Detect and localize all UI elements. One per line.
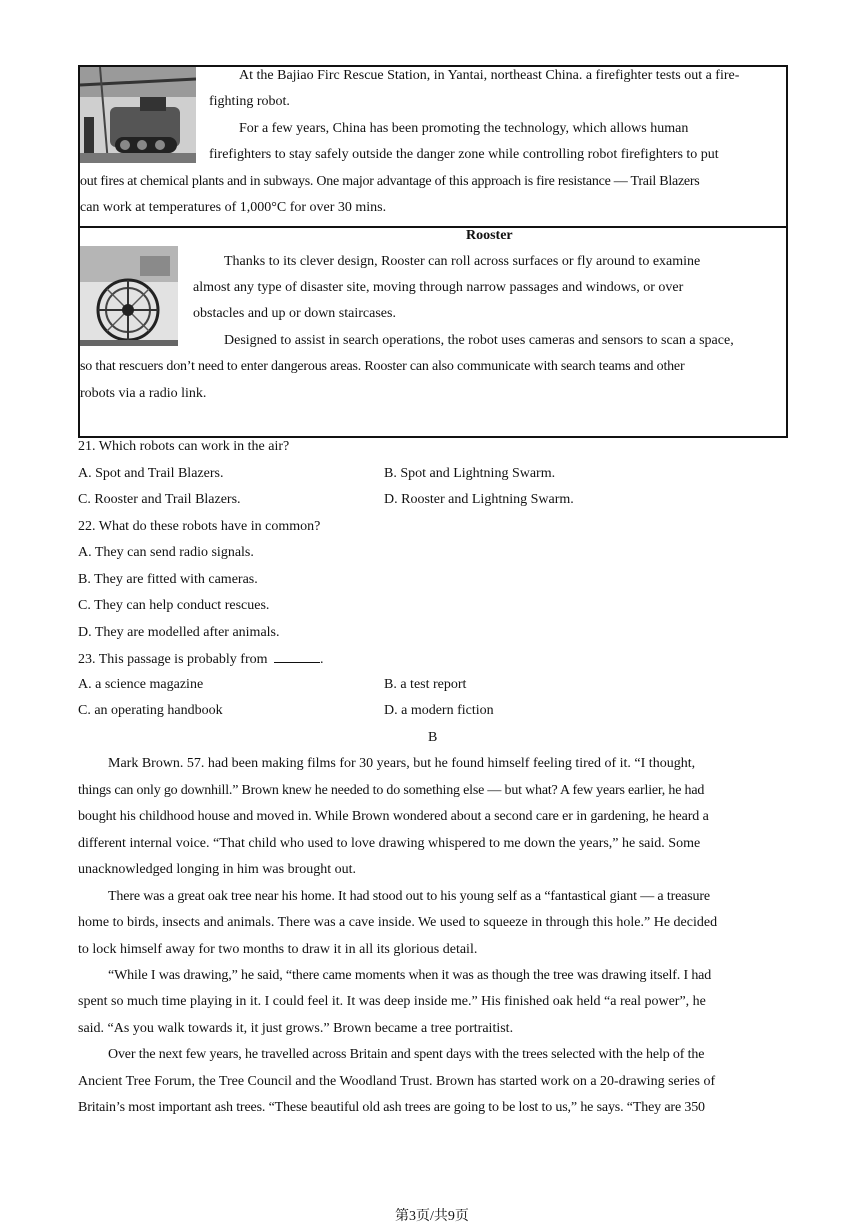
passage-b-line-12: Over the next few years, he travelled across Britain and spent days with the trees selected with the help of the <box>108 1047 705 1062</box>
passage-b-line-5: unacknowledged longing in him was brought out. <box>78 862 357 877</box>
box1-line-3: For a few years, China has been promoting the technology, which allows human <box>239 121 689 136</box>
box2-line-3: obstacles and up or down staircases. <box>193 306 396 321</box>
section-b-heading: B <box>428 730 438 745</box>
q21-option-a: A. Spot and Trail Blazers. <box>78 466 224 481</box>
passage-b-line-4: different internal voice. “That child who used to love drawing whispered to me down the years,” he said. Some <box>78 836 701 851</box>
box1-line-6: can work at temperatures of 1,000°C for over 30 mins. <box>80 200 387 215</box>
passage-b-line-2: things can only go downhill.” Brown knew he needed to do something else — but what? A few years earlier, he had <box>78 783 705 798</box>
answer-blank <box>274 650 320 663</box>
passage-b-line-6: There was a great oak tree near his home. It had stood out to his young self as a “fantastical giant — a treasure <box>108 889 710 904</box>
passage-b-line-13: Ancient Tree Forum, the Tree Council and the Woodland Trust. Brown has started work on a 20-drawing series of <box>78 1074 716 1089</box>
q21-option-c: C. Rooster and Trail Blazers. <box>78 492 241 507</box>
box1-line-2: fighting robot. <box>209 94 290 109</box>
box2-line-4: Designed to assist in search operations, the robot uses cameras and sensors to scan a space, <box>224 333 734 348</box>
box2-line-1: Thanks to its clever design, Rooster can roll across surfaces or fly around to examine <box>224 254 701 269</box>
q23-option-d: D. a modern fiction <box>384 703 494 718</box>
q23-option-b: B. a test report <box>384 677 467 692</box>
q21-option-b: B. Spot and Lightning Swarm. <box>384 466 556 481</box>
box2-line-6: robots via a radio link. <box>80 386 207 401</box>
box2-line-5: so that rescuers don’t need to enter dangerous areas. Rooster can also communicate with search teams and other <box>80 359 685 374</box>
passage-b-line-3: bought his childhood house and moved in. While Brown wondered about a second care er in gardening, he heard a <box>78 809 709 824</box>
passage-b-line-8: to lock himself away for two months to draw it in all its glorious detail. <box>78 942 478 957</box>
box1-line-1: At the Bajiao Firc Rescue Station, in Yantai, northeast China. a firefighter tests out a fire- <box>239 68 740 83</box>
rooster-robot-photo <box>80 246 178 346</box>
question-23: 23. This passage is probably from . <box>78 652 324 667</box>
passage-b-line-7: home to birds, insects and animals. There was a cave inside. We used to squeeze in through this hole.” He decided <box>78 915 718 930</box>
passage-b-line-14: Britain’s most important ash trees. “These beautiful old ash trees are going to be lost to us,” he says. “They are 350 <box>78 1100 705 1115</box>
q21-option-d: D. Rooster and Lightning Swarm. <box>384 492 574 507</box>
q22-option-c: C. They can help conduct rescues. <box>78 598 270 613</box>
question-22: 22. What do these robots have in common? <box>78 519 321 534</box>
box2-line-2: almost any type of disaster site, moving through narrow passages and windows, or over <box>193 280 684 295</box>
question-23-text: 23. This passage is probably from <box>78 652 268 667</box>
question-21: 21. Which robots can work in the air? <box>78 439 290 454</box>
firefighting-robot-photo <box>80 67 196 163</box>
q23-option-c: C. an operating handbook <box>78 703 223 718</box>
box1-line-5: out fires at chemical plants and in subways. One major advantage of this approach is fire resistance — Trail Blazers <box>80 174 700 189</box>
passage-b-line-1: Mark Brown. 57. had been making films for 30 years, but he found himself feeling tired of it. “I thought, <box>108 756 696 771</box>
passage-b-line-11: said. “As you walk towards it, it just grows.” Brown became a tree portraitist. <box>78 1021 514 1036</box>
passage-b-line-10: spent so much time playing in it. I could feel it. It was deep inside me.” His finished oak held “a real power”, he <box>78 994 706 1009</box>
rooster-title: Rooster <box>466 228 513 243</box>
q22-option-d: D. They are modelled after animals. <box>78 625 280 640</box>
passage-b-line-9: “While I was drawing,” he said, “there came moments when it was as though the tree was drawing itself. I had <box>108 968 712 983</box>
q23-option-a: A. a science magazine <box>78 677 204 692</box>
q22-option-a: A. They can send radio signals. <box>78 545 254 560</box>
page-number: 第3页/共9页 <box>395 1209 469 1224</box>
box1-line-4: firefighters to stay safely outside the danger zone while controlling robot firefighters to put <box>209 147 719 162</box>
q22-option-b: B. They are fitted with cameras. <box>78 572 258 587</box>
